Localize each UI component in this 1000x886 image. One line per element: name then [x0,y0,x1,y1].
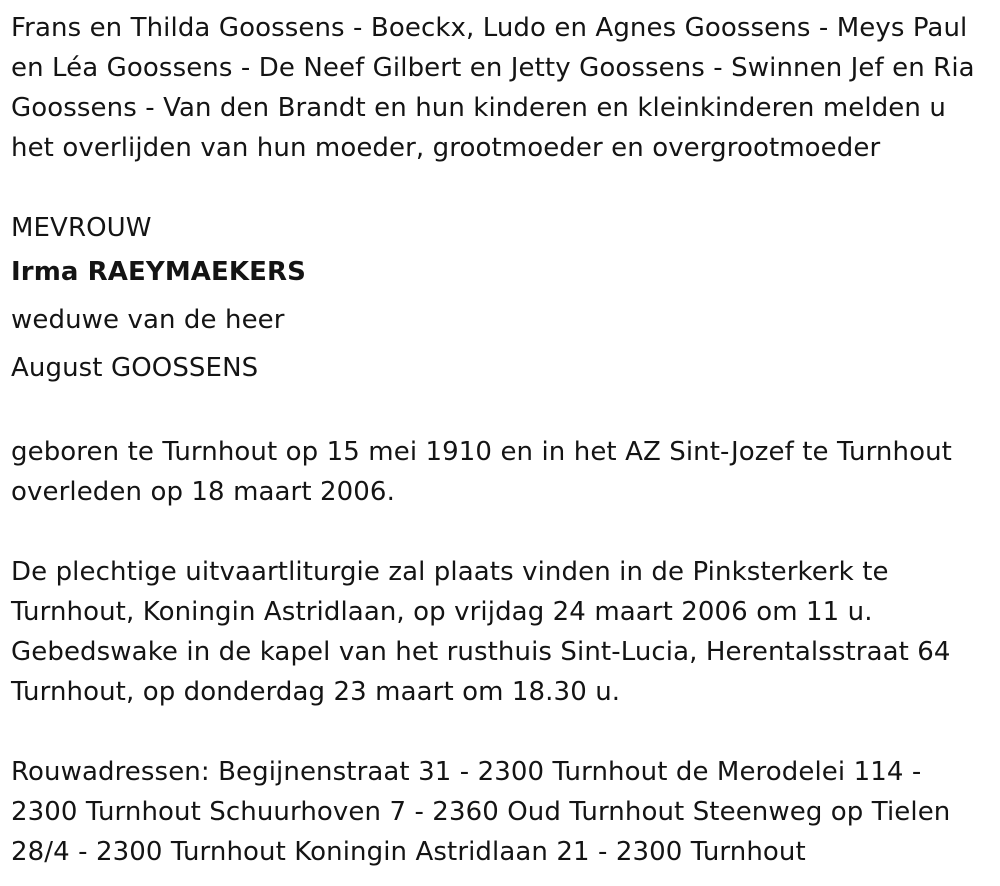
intro-line: het overlijden van hun moeder, grootmoeder en overgrootmoeder [11,133,881,163]
address-line: 28/4 - 2300 Turnhout Koningin Astridlaan 21 - 2300 Turnhout [11,837,806,867]
ceremony-paragraph [11,552,991,712]
ceremony-line: Gebedswake in de kapel van het rusthuis Sint-Lucia, Herentalsstraat 64 [11,637,951,667]
spacer [11,168,991,208]
deceased-title: MEVROUW [11,213,152,243]
birth-death-paragraph [11,432,991,512]
deceased-relation: weduwe van de heer [11,305,285,335]
intro-line: Frans en Thilda Goossens - Boeckx, Ludo en Agnes Goossens - Meys Paul [11,13,968,43]
birth-death-line: geboren te Turnhout op 15 mei 1910 en in het AZ Sint-Jozef te Turnhout [11,437,952,467]
ceremony-line: Turnhout, Koningin Astridlaan, op vrijdag 24 maart 2006 om 11 u. [11,597,873,627]
intro-paragraph [11,8,991,168]
deceased-name: Irma RAEYMAEKERS [11,257,306,287]
address-line: Rouwadressen: Begijnenstraat 31 - 2300 Turnhout de Merodelei 114 - [11,757,922,787]
spacer [11,392,991,432]
spacer [11,712,991,752]
ceremony-line: De plechtige uitvaartliturgie zal plaats vinden in de Pinksterkerk te [11,557,889,587]
intro-line: en Léa Goossens - De Neef Gilbert en Jetty Goossens - Swinnen Jef en Ria [11,53,975,83]
ceremony-line: Turnhout, op donderdag 23 maart om 18.30 u. [11,677,621,707]
addresses-paragraph [11,752,991,872]
intro-line: Goossens - Van den Brandt en hun kinderen en kleinkinderen melden u [11,93,946,123]
birth-death-line: overleden op 18 maart 2006. [11,477,395,507]
deceased-spouse: August GOOSSENS [11,353,259,383]
address-line: 2300 Turnhout Schuurhoven 7 - 2360 Oud Turnhout Steenweg op Tielen [11,797,951,827]
obituary-document [11,8,991,872]
spacer [11,512,991,552]
